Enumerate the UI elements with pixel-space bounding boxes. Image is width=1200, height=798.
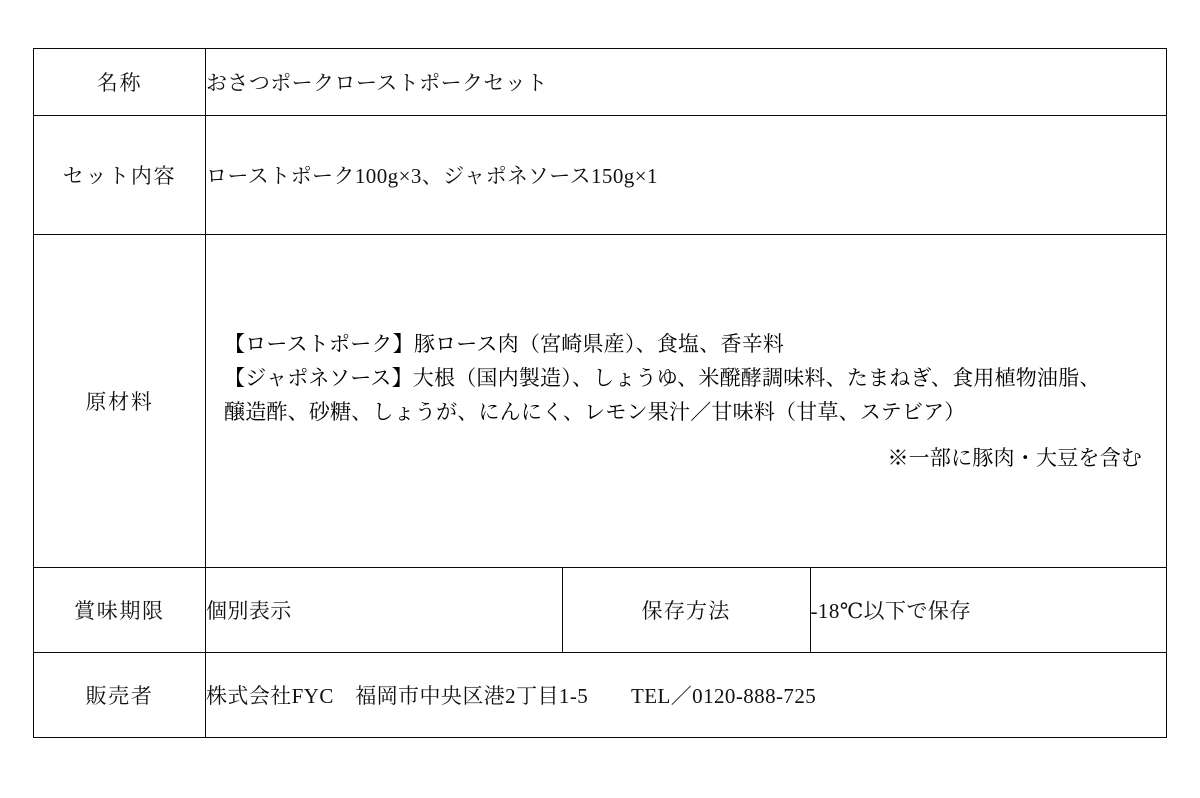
row-value-name: おさつポークローストポークセット — [206, 49, 1167, 116]
row-value-expiry: 個別表示 — [206, 568, 563, 653]
row-value-storage: -18℃以下で保存 — [810, 568, 1167, 653]
ingredients-line: 【ローストポーク】豚ロース肉（宮崎県産）、食塩、香辛料 — [224, 331, 785, 356]
table-row — [34, 116, 1167, 235]
row-value-ingredients — [206, 235, 1167, 568]
allergen-note: ※一部に豚肉・大豆を含む — [887, 446, 1142, 471]
table-row — [34, 653, 1167, 738]
table-row — [34, 235, 1167, 568]
ingredients-text-block — [206, 327, 1166, 475]
row-header-seller: 販売者 — [34, 653, 206, 738]
row-header-expiry: 賞味期限 — [34, 568, 206, 653]
ingredients-line: 【ジャポネソース】大根（国内製造）、しょうゆ、米醗酵調味料、たまねぎ、食用植物油脂、 — [224, 365, 1101, 390]
table-row — [34, 49, 1167, 116]
row-header-name: 名称 — [34, 49, 206, 116]
product-label-table — [33, 48, 1167, 738]
table-row — [34, 568, 1167, 653]
row-header-set-contents: セット内容 — [34, 116, 206, 235]
row-value-seller: 株式会社FYC 福岡市中央区港2丁目1-5 TEL／0120-888-725 — [206, 653, 1167, 738]
row-header-storage: 保存方法 — [562, 568, 810, 653]
row-value-set-contents: ローストポーク100g×3、ジャポネソース150g×1 — [206, 116, 1167, 235]
ingredients-line: 醸造酢、砂糖、しょうが、にんにく、レモン果汁／甘味料（甘草、ステビア） — [224, 400, 966, 424]
row-header-ingredients: 原材料 — [34, 235, 206, 568]
